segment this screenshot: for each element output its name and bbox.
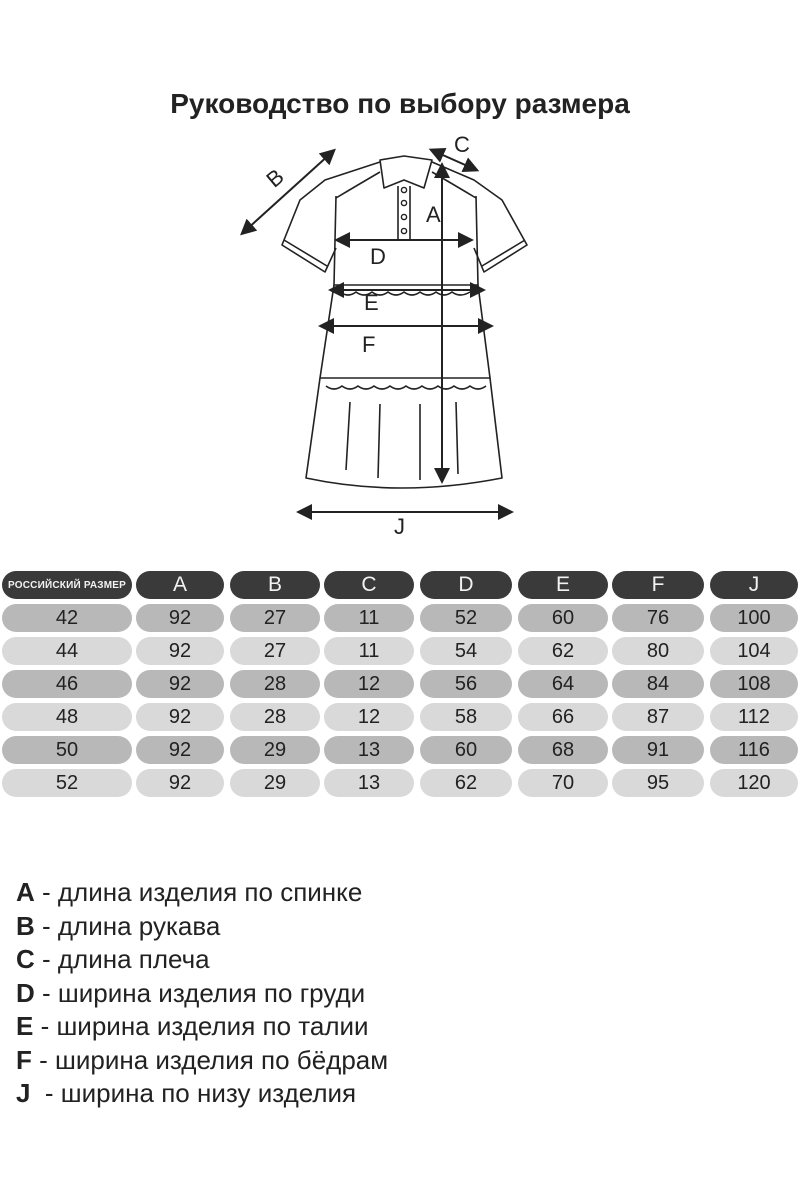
value-d: 54 [420,637,512,665]
legend-letter: A [16,877,35,907]
table-row [0,702,800,735]
header-c: C [324,571,414,599]
legend-letter: F [16,1044,32,1075]
value-b: 27 [230,604,320,632]
header-e: E [518,571,608,599]
value-f: 80 [612,637,704,665]
legend-item-a [16,876,388,910]
size-cell: 48 [2,703,132,731]
value-c: 13 [324,769,414,797]
value-b: 28 [230,670,320,698]
size-cell: 46 [2,670,132,698]
value-b: 29 [230,736,320,764]
value-c: 12 [324,670,414,698]
header-b: B [230,571,320,599]
value-a: 92 [136,670,224,698]
value-d: 58 [420,703,512,731]
label-b: B [261,163,289,193]
value-e: 64 [518,670,608,698]
value-a: 92 [136,769,224,797]
value-j: 112 [710,703,798,731]
value-a: 92 [136,604,224,632]
value-j: 116 [710,736,798,764]
value-a: 92 [136,736,224,764]
value-c: 12 [324,703,414,731]
value-b: 29 [230,769,320,797]
value-f: 91 [612,736,704,764]
value-e: 60 [518,604,608,632]
legend-text: - ширина изделия по груди [34,977,366,1008]
value-c: 13 [324,736,414,764]
value-j: 120 [710,769,798,797]
label-c: C [454,132,470,157]
value-e: 62 [518,637,608,665]
header-size: РОССИЙСКИЙ РАЗМЕР [2,571,132,599]
size-cell: 44 [2,637,132,665]
value-d: 56 [420,670,512,698]
table-header [0,570,800,603]
measurement-legend [16,876,388,1111]
size-cell: 42 [2,604,132,632]
value-e: 68 [518,736,608,764]
table-row [0,603,800,636]
value-d: 52 [420,604,512,632]
header-d: D [420,571,512,599]
value-f: 95 [612,769,704,797]
legend-letter: J [16,1078,31,1108]
value-c: 11 [324,604,414,632]
value-j: 104 [710,637,798,665]
legend-item-e [16,1010,388,1044]
label-j: J [394,514,405,539]
legend-item-b [16,910,388,944]
arrow-b [246,154,330,230]
label-a: A [426,202,441,227]
legend-letter: B [16,910,35,941]
value-e: 70 [518,769,608,797]
header-j: J [710,571,798,599]
value-d: 60 [420,736,512,764]
table-row [0,636,800,669]
legend-text: - длина рукава [34,910,221,941]
legend-text: - длина изделия по спинке [34,877,363,907]
legend-item-f [16,1044,388,1078]
table-row [0,768,800,801]
label-d: D [370,244,386,269]
legend-item-j [16,1077,388,1111]
value-a: 92 [136,703,224,731]
value-b: 27 [230,637,320,665]
label-e: E [364,290,379,315]
legend-letter: E [16,1011,34,1041]
legend-text: - ширина изделия по талии [33,1011,369,1041]
header-a: A [136,571,224,599]
value-b: 28 [230,703,320,731]
value-j: 100 [710,604,798,632]
legend-item-d [16,977,388,1011]
label-f: F [362,332,376,357]
size-cell: 52 [2,769,132,797]
value-c: 11 [324,637,414,665]
value-f: 87 [612,703,704,731]
table-row [0,669,800,702]
page-title: Руководство по выбору размера [170,88,630,119]
value-a: 92 [136,637,224,665]
legend-text: - ширина изделия по бёдрам [31,1044,389,1075]
dress-measurement-diagram [230,130,560,550]
size-table [0,570,800,801]
value-f: 76 [612,604,704,632]
legend-letter: D [16,977,35,1008]
size-cell: 50 [2,736,132,764]
value-j: 108 [710,670,798,698]
value-d: 62 [420,769,512,797]
legend-letter: C [16,944,35,974]
legend-text: - длина плеча [34,944,210,974]
value-f: 84 [612,670,704,698]
legend-item-c [16,943,388,977]
value-e: 66 [518,703,608,731]
legend-text: - ширина по низу изделия [30,1078,357,1108]
header-f: F [612,571,704,599]
table-row [0,735,800,768]
